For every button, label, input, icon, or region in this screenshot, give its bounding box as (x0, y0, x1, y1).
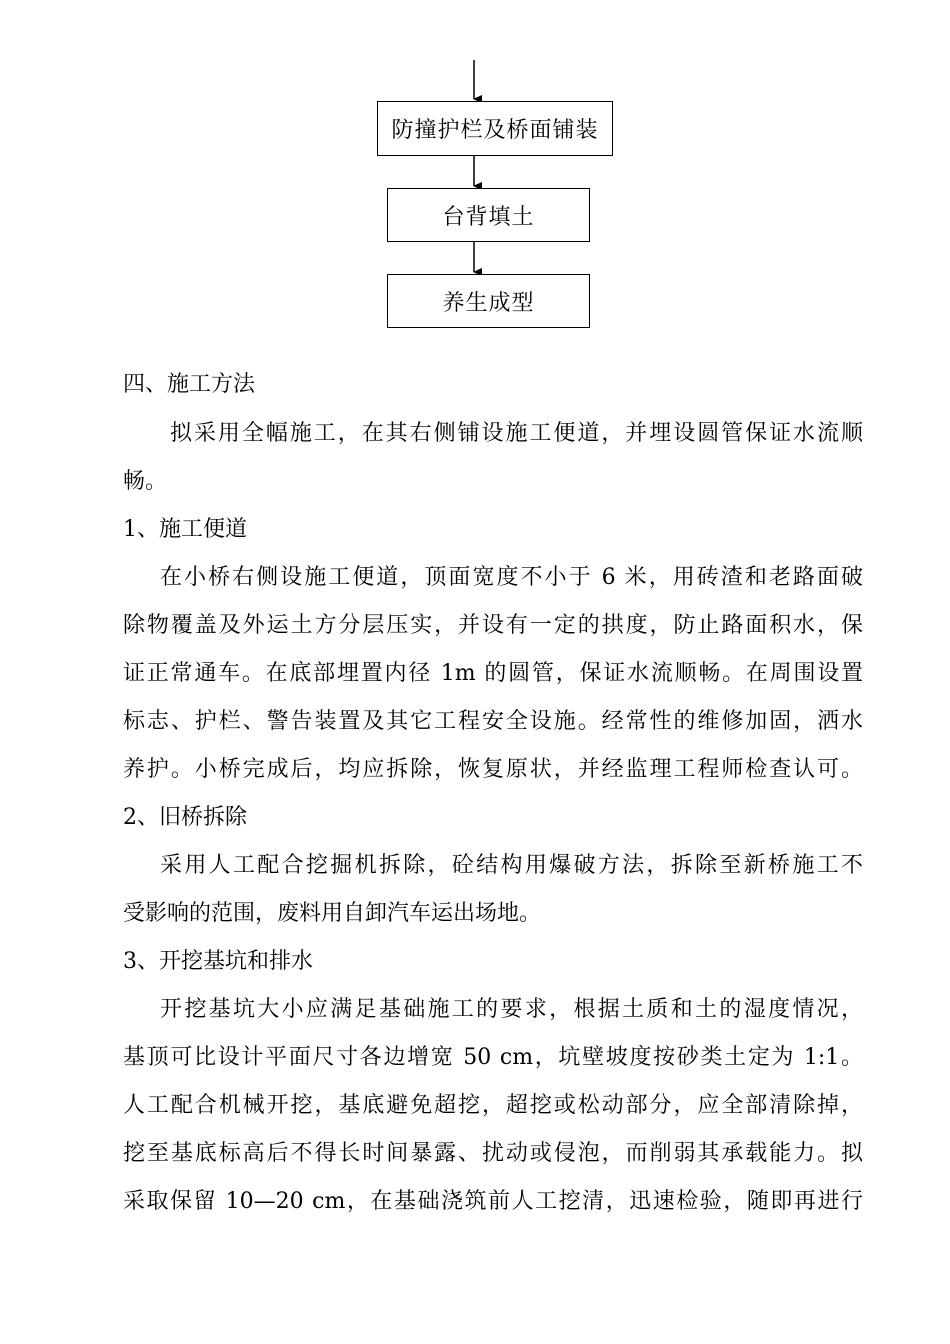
paragraph-line: 标志、护栏、警告装置及其它工程安全设施。经常性的维修加固，洒水 (123, 709, 863, 734)
subsection-heading: 3、开挖基坑和排水 (123, 949, 313, 974)
paragraph-line: 除物覆盖及外运土方分层压实，并设有一定的拱度，防止路面积水，保 (123, 613, 863, 638)
paragraph-line: 人工配合机械开挖，基底避免超挖，超挖或松动部分，应全部清除掉， (123, 1093, 863, 1118)
paragraph-line: 采取保留 10—20 cm，在基础浇筑前人工挖清，迅速检验，随即再进行 (123, 1189, 863, 1214)
paragraph-line: 在小桥右侧设施工便道，顶面宽度不小于 6 米，用砖渣和老路面破 (160, 565, 863, 590)
paragraph-line: 基顶可比设计平面尺寸各边增宽 50 cm，坑壁坡度按砂类土定为 1:1。 (123, 1045, 863, 1070)
section-heading: 四、施工方法 (123, 372, 256, 397)
subsection-heading: 1、施工便道 (123, 517, 247, 542)
paragraph-line: 证正常通车。在底部埋置内径 1m 的圆管，保证水流顺畅。在周围设置 (123, 661, 863, 686)
paragraph-line: 挖至基底标高后不得长时间暴露、扰动或侵泡，而削弱其承载能力。拟 (123, 1141, 863, 1166)
flow-step-curing: 养生成型 (387, 274, 590, 328)
paragraph-line: 开挖基坑大小应满足基础施工的要求，根据土质和土的湿度情况， (160, 997, 863, 1022)
paragraph-line: 畅。 (123, 469, 168, 494)
flowchart (0, 0, 950, 340)
paragraph-line: 养护。小桥完成后，均应拆除，恢复原状，并经监理工程师检查认可。 (123, 757, 863, 782)
flow-step-backfill: 台背填土 (387, 188, 590, 242)
flow-step-guardrail-deck: 防撞护栏及桥面铺装 (377, 101, 613, 156)
paragraph-line: 受影响的范围，废料用自卸汽车运出场地。 (123, 901, 542, 926)
paragraph-line: 拟采用全幅施工，在其右侧铺设施工便道，并埋设圆管保证水流顺 (170, 421, 863, 446)
paragraph-line: 采用人工配合挖掘机拆除，砼结构用爆破方法，拆除至新桥施工不 (160, 853, 863, 878)
subsection-heading: 2、旧桥拆除 (123, 805, 247, 830)
